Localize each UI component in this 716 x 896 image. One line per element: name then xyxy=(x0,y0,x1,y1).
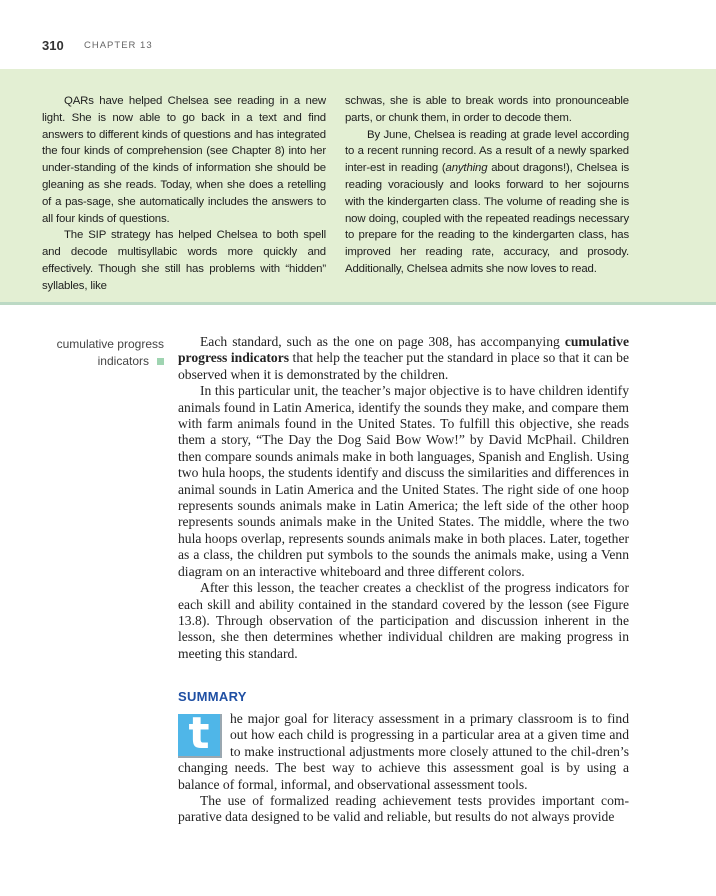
margin-note-line: cumulative progress xyxy=(56,337,164,351)
body-paragraph xyxy=(178,334,629,383)
italic-text: anything xyxy=(445,162,488,175)
case-box-left-column xyxy=(42,93,326,295)
key-term: cumulative progress indicators xyxy=(178,334,629,366)
summary-heading: SUMMARY xyxy=(178,689,247,704)
chapter-label: CHAPTER 13 xyxy=(84,40,153,51)
text-run: By June, Chelsea is reading at grade level according to a recent running record. As a result of a newly sparked inter-est in reading ( xyxy=(345,128,629,175)
text-run: he major goal for literacy assessment in a primary classroom is to find out how each child is progressing in a particular area at a given time and to make instructional adjustments more closely attuned to the chil-dren’s changing needs. The best way to achieve this assessment goal is by using a balance of formal, informal, and observational assessment tools. xyxy=(178,711,629,792)
body-paragraph: After this lesson, the teacher creates a checklist of the progress indicators for each skill and ability contained in the standard covered by the lesson (see Figure 13.8). Through observation of the participation and discussion inherent in the lesson, she then determines whether individual children are making progress in meeting this standard. xyxy=(178,580,629,661)
body-paragraph: In this particular unit, the teacher’s major objective is to have children identify animals found in Latin America, identify the sounds they make, and compare them with farm animals found in the United States. To fulfill this objective, she reads them a story, “The Day the Dog Said Bow Wow!” by David McPhail. Children then compare sounds animals make in both languages, Spanish and English. Using two hula hoops, the students identify and discuss the similarities and differences in animal sounds in Latin America and the United States. The right side of one hoop represents sounds animals make in Latin America; the left side of the other hoop represents sounds animals make in the United States. The middle, where the two hula hoops overlap, represents sounds animals make in both places. Later, together as a class, the children put symbols to the sounds the animals make, using a Venn diagram on an interactive whiteboard and three different colors. xyxy=(178,383,629,579)
text-run: about dragons!), Chelsea is reading voraciously and looks forward to her sojourns with the kindergarten class. The volume of reading she is now doing, coupled with the repeated readings necessary to prepare for the reading to the kindergarten class, has improved her reading rate, accuracy, and prosody. Additionally, Chelsea admits she now loves to read. xyxy=(345,162,629,275)
page-number: 310 xyxy=(42,38,64,53)
case-paragraph: The SIP strategy has helped Chelsea to both spell and decode multisyllabic words more quickly and effectively. Though she still has problems with “hidden” syllables, like xyxy=(42,229,326,292)
dropcap-letter: t xyxy=(178,714,222,758)
text-run: that help the teacher put the standard in place so that it can be observed when it is demonstrated by the children. xyxy=(178,350,629,382)
case-box-right-column xyxy=(345,93,629,278)
summary-section xyxy=(178,689,629,826)
summary-paragraph xyxy=(178,708,629,793)
summary-body xyxy=(178,708,629,826)
case-paragraph-continuation: schwas, she is able to break words into pronounceable parts, or chunk them, in order to decode them. xyxy=(345,95,629,124)
case-study-box xyxy=(0,69,716,305)
case-paragraph xyxy=(345,127,629,278)
margin-note-term: indicators xyxy=(97,354,149,368)
margin-glossary-note xyxy=(20,336,164,370)
summary-paragraph: The use of formalized reading achievement tests provides important com-parative data designed to be valid and reliable, but results do not always provide xyxy=(178,793,629,825)
main-body-text xyxy=(178,334,629,662)
text-run: Each standard, such as the one on page 308, has accompanying xyxy=(200,334,565,349)
margin-note-line-2 xyxy=(20,353,164,370)
square-bullet-icon xyxy=(157,358,164,365)
case-paragraph: QARs have helped Chelsea see reading in a new light. She is now able to go back in a text and find answers to different kinds of questions and has integrated the four kinds of comprehension (see Chapter 8) into her under-standing of the kinds of information she should be gleaning as she reads. Today, when she does a retelling of a pas-sage, she automatically includes the answers to all four kinds of questions. xyxy=(42,95,326,225)
